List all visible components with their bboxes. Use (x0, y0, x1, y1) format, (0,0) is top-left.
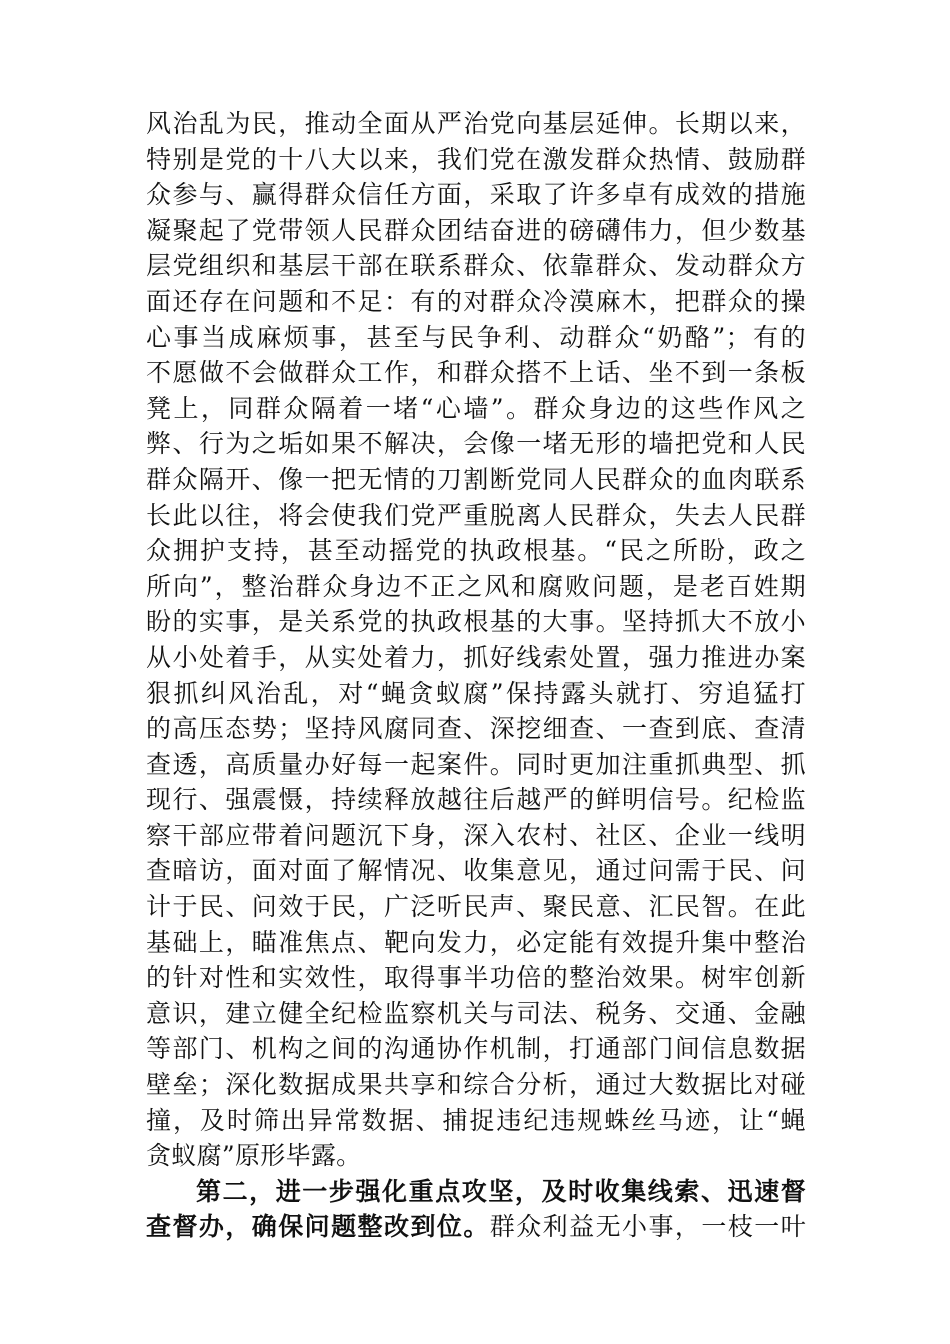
text-line: 不愿做不会做群众工作，和群众搭不上话、坐不到一条板 (146, 358, 806, 388)
text-line: 查暗访，面对面了解情况、收集意见，通过问需于民、问 (146, 856, 806, 886)
text-line: 的针对性和实效性，取得事半功倍的整治效果。树牢创新 (146, 963, 806, 993)
text-line: 撞，及时筛出异常数据、捕捉违纪违规蛛丝马迹，让“蝇 (146, 1105, 806, 1135)
text-line: 等部门、机构之间的沟通协作机制，打通部门间信息数据 (146, 1034, 806, 1064)
text-line: 基础上，瞄准焦点、靶向发力，必定能有效提升集中整治 (146, 927, 806, 957)
text-line: 长此以往，将会使我们党严重脱离人民群众，失去人民群 (146, 500, 806, 530)
paragraph-start: 群众利益无小事，一枝一叶 (489, 1212, 806, 1242)
text-line: 贪蚁腐”原形毕露。 (146, 1141, 362, 1171)
text-line: 意识，建立健全纪检监察机关与司法、税务、交通、金融 (146, 998, 806, 1028)
text-line: 查透，高质量办好每一起案件。同时更加注重抓典型、抓 (146, 749, 806, 779)
section-heading-tail: 查督办，确保问题整改到位。 (146, 1212, 490, 1242)
text-line: 层党组织和基层干部在联系群众、依靠群众、发动群众方 (146, 251, 806, 281)
text-line: 心事当成麻烦事，甚至与民争利、动群众“奶酪”；有的 (146, 322, 806, 352)
text-line: 盼的实事，是关系党的执政根基的大事。坚持抓大不放小 (146, 607, 806, 637)
text-line: 特别是党的十八大以来，我们党在激发群众热情、鼓励群 (146, 144, 806, 174)
text-line: 面还存在问题和不足：有的对群众冷漠麻木，把群众的操 (146, 286, 806, 316)
text-line: 众拥护支持，甚至动摇党的执政根基。“民之所盼，政之 (146, 536, 806, 566)
section-heading-line: 第二，进一步强化重点攻坚，及时收集线索、迅速督 (196, 1176, 806, 1206)
text-line: 众参与、赢得群众信任方面，采取了许多卓有成效的措施 (146, 180, 806, 210)
text-line: 风治乱为民，推动全面从严治党向基层延伸。长期以来， (146, 109, 806, 138)
section-heading-continuation (146, 1209, 806, 1245)
body-text (146, 106, 806, 1245)
text-line: 现行、强震慑，持续释放越往后越严的鲜明信号。纪检监 (146, 785, 806, 815)
text-line: 狠抓纠风治乱，对“蝇贪蚁腐”保持露头就打、穷追猛打 (146, 678, 806, 708)
text-line: 壁垒；深化数据成果共享和综合分析，通过大数据比对碰 (146, 1070, 806, 1100)
text-line: 所向”，整治群众身边不正之风和腐败问题，是老百姓期 (146, 571, 806, 601)
text-line: 察干部应带着问题沉下身，深入农村、社区、企业一线明 (146, 820, 806, 850)
text-line: 的高压态势；坚持风腐同查、深挖细查、一查到底、查清 (146, 714, 806, 744)
text-line: 弊、行为之垢如果不解决，会像一堵无形的墙把党和人民 (146, 429, 806, 459)
text-line: 群众隔开、像一把无情的刀割断党同人民群众的血肉联系 (146, 464, 806, 494)
text-line: 从小处着手，从实处着力，抓好线索处置，强力推进办案 (146, 642, 806, 672)
text-line: 凝聚起了党带领人民群众团结奋进的磅礴伟力，但少数基 (146, 215, 806, 245)
text-line: 计于民、问效于民，广泛听民声、聚民意、汇民智。在此 (146, 892, 806, 922)
text-line: 凳上，同群众隔着一堵“心墙”。群众身边的这些作风之 (146, 393, 806, 423)
